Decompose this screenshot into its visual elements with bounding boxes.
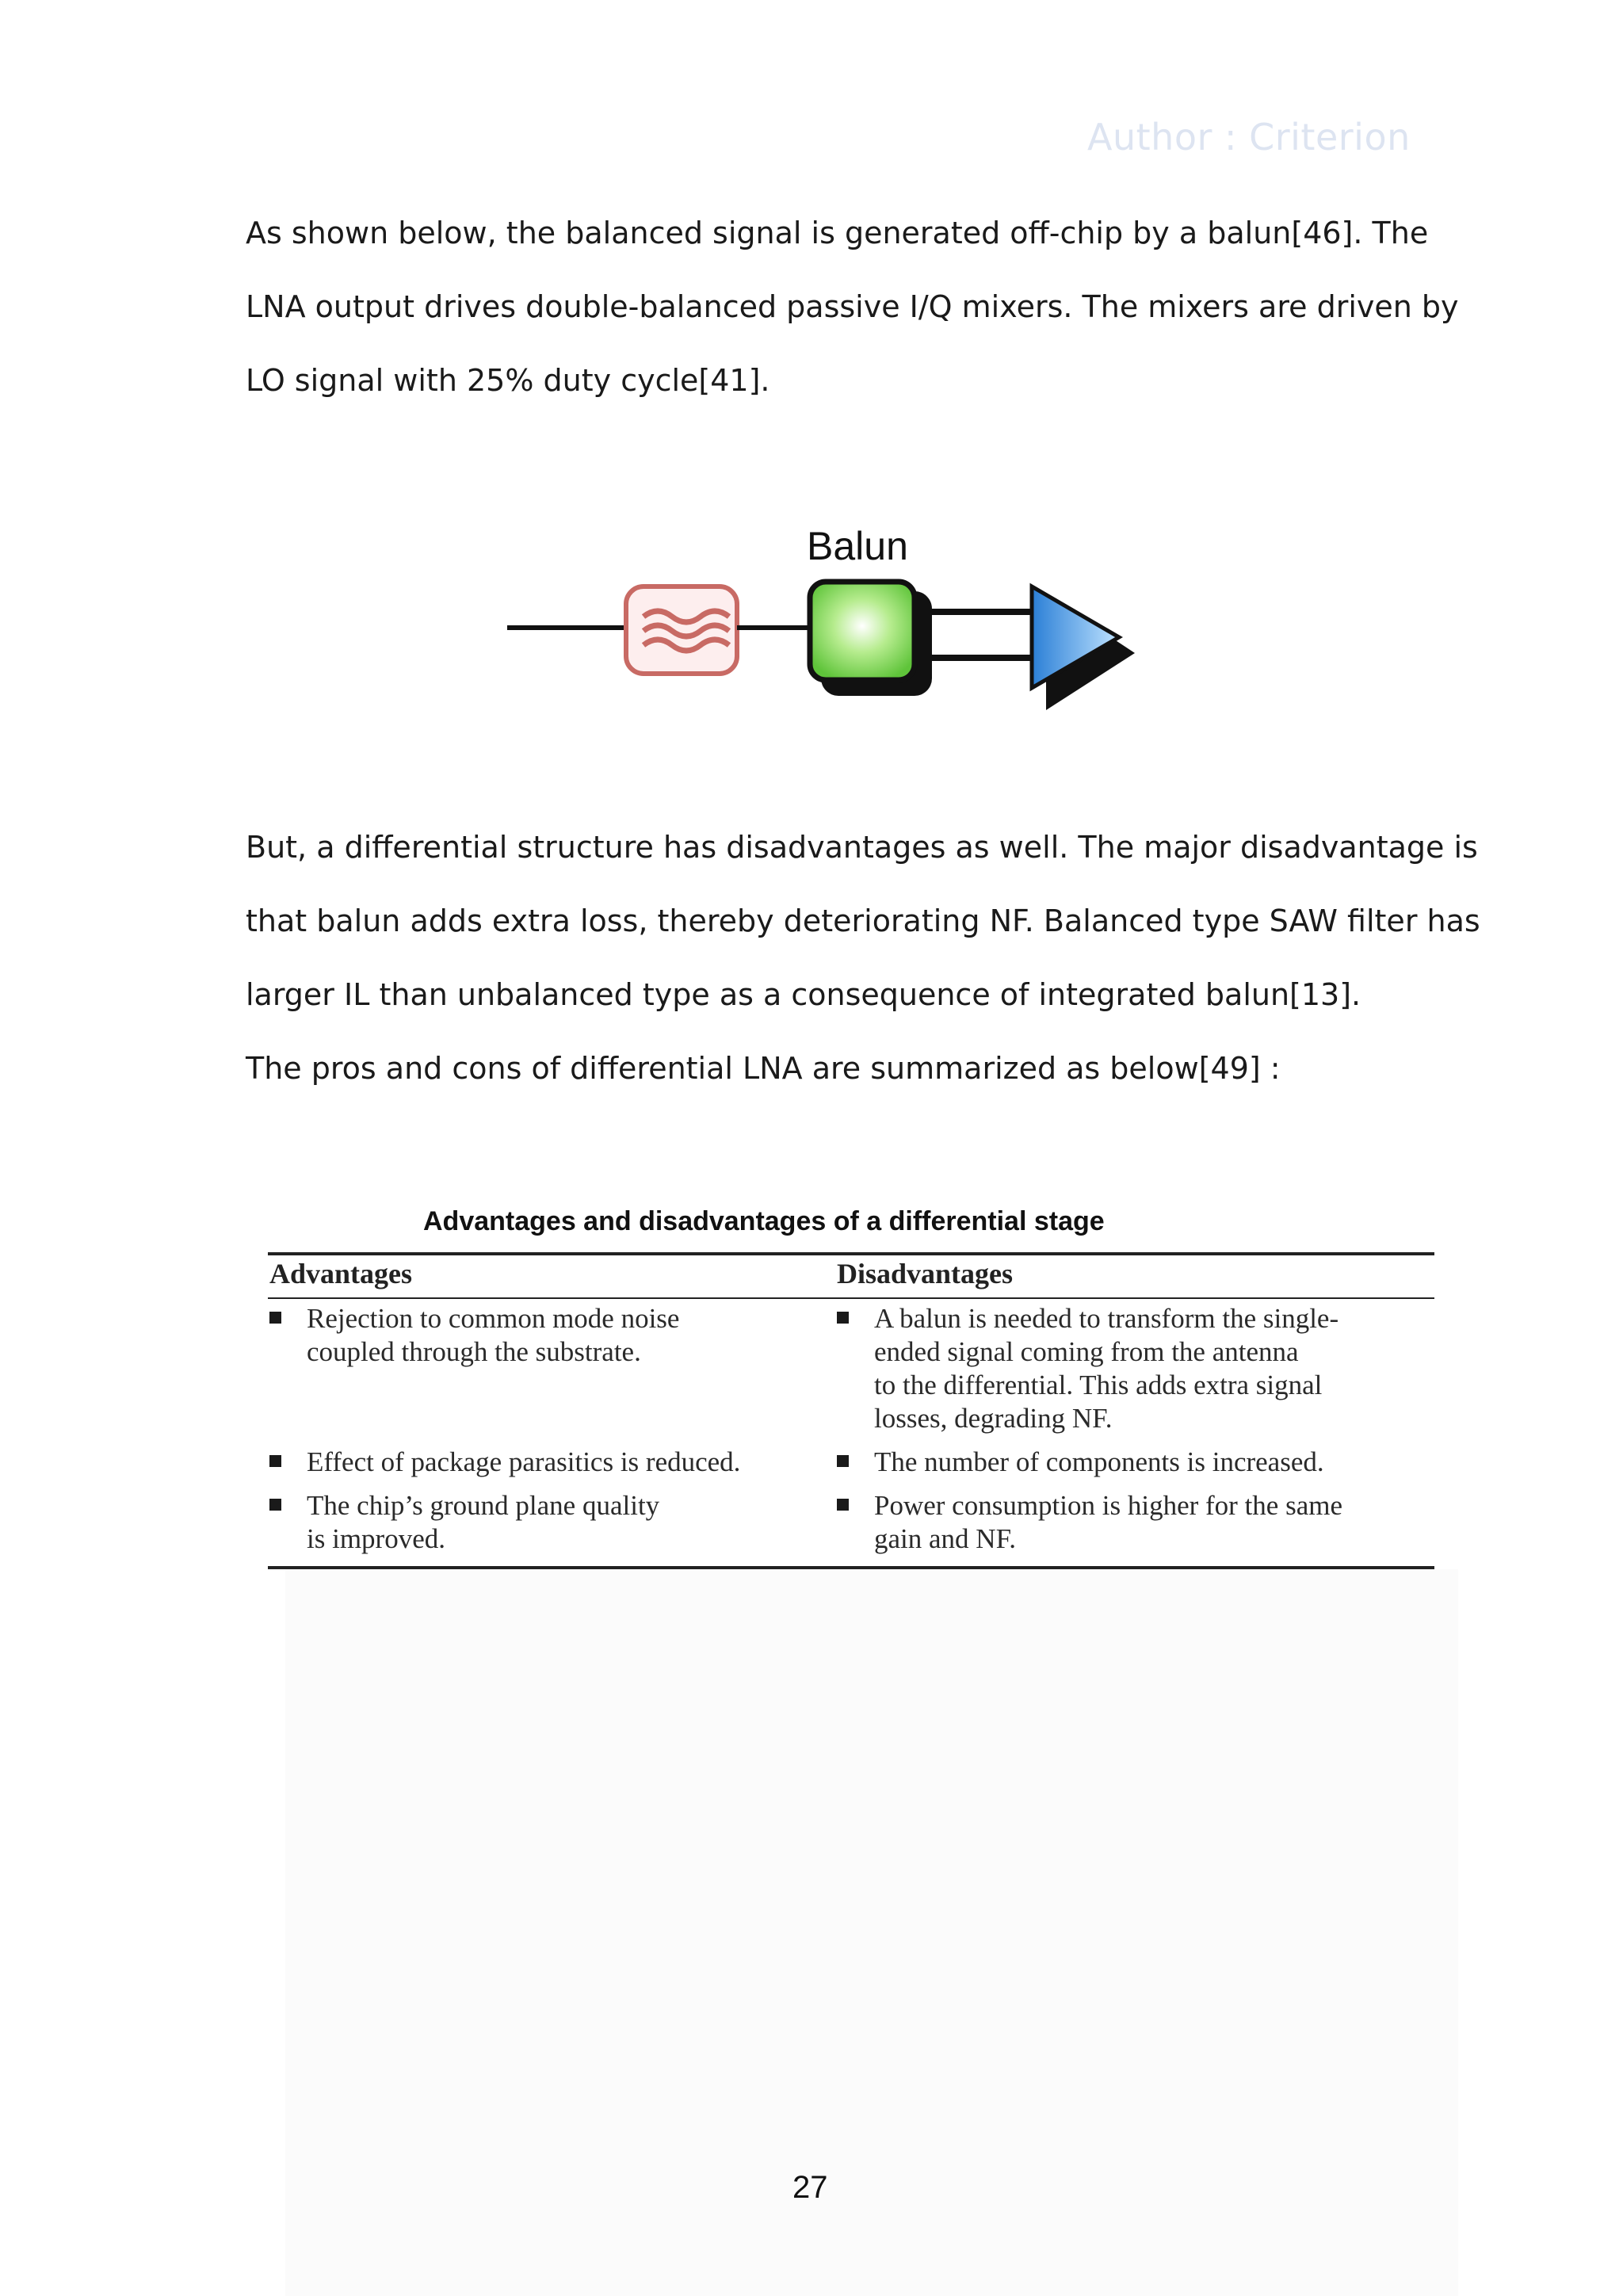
disadvantages-header: Disadvantages xyxy=(837,1258,1014,1289)
disadvantage-line: Power consumption is higher for the same xyxy=(874,1490,1343,1521)
paragraph-line: LNA output drives double-balanced passive I/Q mixers. The mixers are driven by xyxy=(246,289,1459,324)
paragraph-line: As shown below, the balanced signal is generated off-chip by a balun[46]. The xyxy=(246,216,1429,250)
page-background xyxy=(285,1569,1458,2296)
disadvantage-line: gain and NF. xyxy=(874,1523,1016,1554)
disadvantage-line: ended signal coming from the antenna xyxy=(874,1336,1299,1367)
bullet-icon xyxy=(269,1499,281,1511)
advantage-line: coupled through the substrate. xyxy=(307,1336,641,1367)
table-caption: Advantages and disadvantages of a differential stage xyxy=(423,1206,1105,1236)
table-header-rule xyxy=(268,1297,1434,1299)
disadvantage-line: A balun is needed to transform the single- xyxy=(874,1303,1339,1334)
table-bottom-rule xyxy=(268,1566,1434,1569)
advantage-line: The chip’s ground plane quality xyxy=(307,1490,660,1521)
disadvantage-line: The number of components is increased. xyxy=(874,1446,1324,1477)
bullet-icon xyxy=(269,1312,281,1324)
paragraph-line: LO signal with 25% duty cycle[41]. xyxy=(246,363,770,398)
balun-icon xyxy=(810,582,932,696)
amplifier-icon xyxy=(1032,586,1135,710)
bullet-icon xyxy=(269,1455,281,1467)
table-top-rule xyxy=(268,1252,1434,1255)
disadvantage-line: to the differential. This adds extra signal xyxy=(874,1370,1323,1400)
balun-label: Balun xyxy=(807,524,908,568)
paragraph-line: that balun adds extra loss, thereby deteriorating NF. Balanced type SAW filter has xyxy=(246,904,1480,938)
advantages-header: Advantages xyxy=(269,1258,413,1289)
saw-filter-icon xyxy=(626,586,737,674)
paragraph-line: The pros and cons of differential LNA are summarized as below[49] : xyxy=(246,1051,1281,1086)
disadvantage-line: losses, degrading NF. xyxy=(874,1403,1113,1434)
paragraph-line: But, a differential structure has disadvantages as well. The major disadvantage is xyxy=(246,830,1478,865)
advantage-line: is improved. xyxy=(307,1523,445,1554)
balun-diagram xyxy=(475,555,1157,729)
bullet-icon xyxy=(837,1312,849,1324)
paragraph-line: larger IL than unbalanced type as a consequence of integrated balun[13]. xyxy=(246,977,1361,1012)
author-header: Author : Criterion xyxy=(1087,116,1411,159)
advantage-line: Effect of package parasitics is reduced. xyxy=(307,1446,741,1477)
bullet-icon xyxy=(837,1455,849,1467)
page-number: 27 xyxy=(792,2170,828,2205)
advantage-line: Rejection to common mode noise xyxy=(307,1303,680,1334)
bullet-icon xyxy=(837,1499,849,1511)
